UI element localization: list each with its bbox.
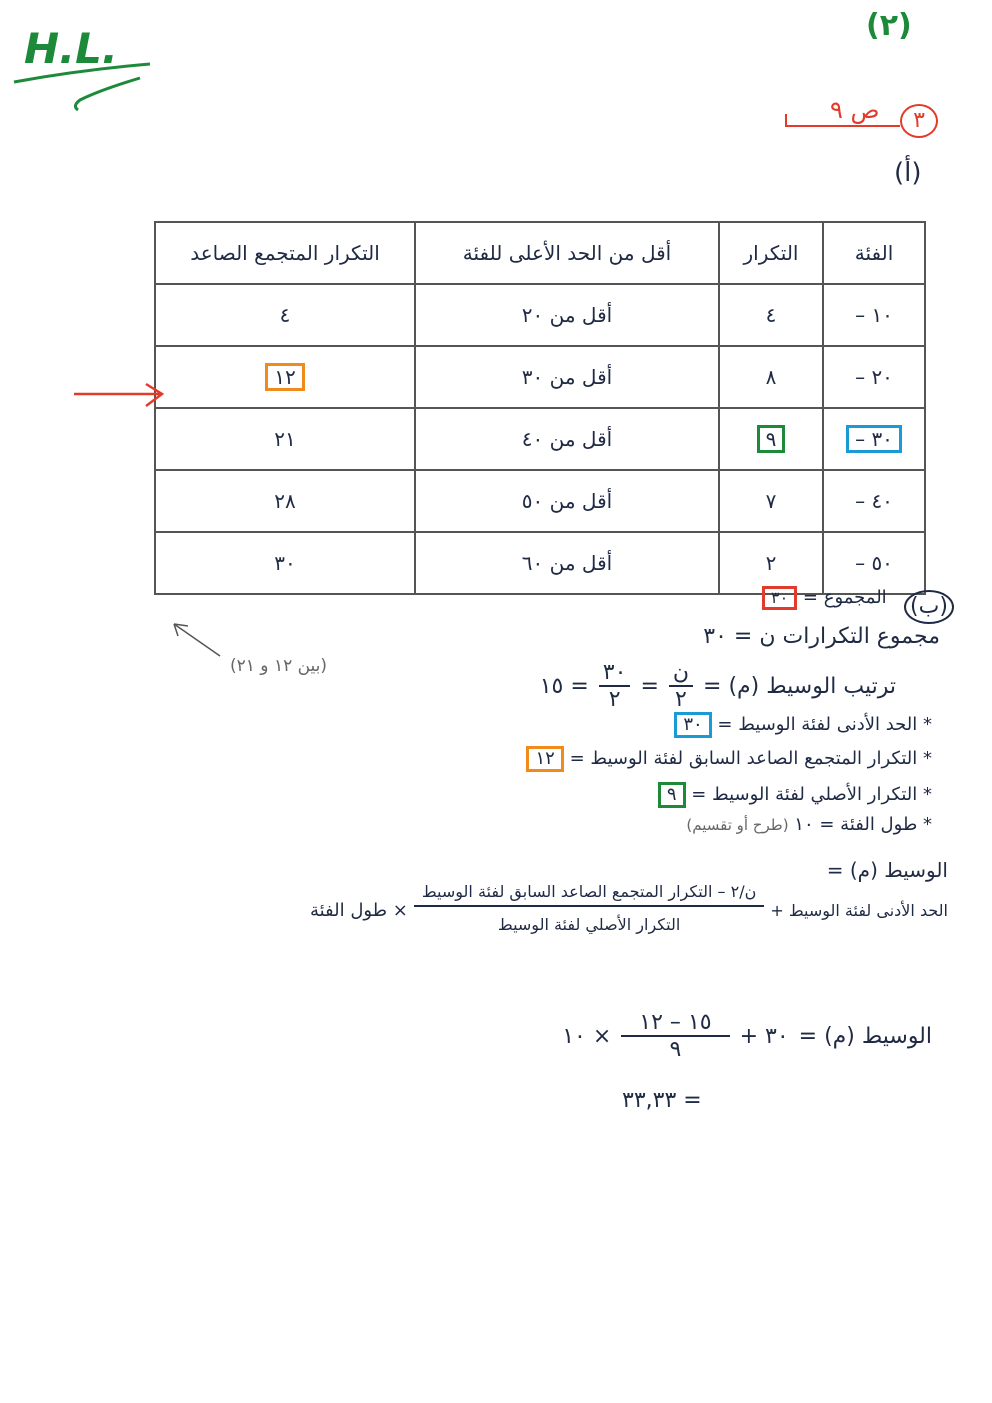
table-row [155,470,925,532]
table-row-median [155,408,925,470]
frequency-sum: مجموع التكرارات ن = ٣٠ [703,624,940,649]
question-number: ٣ [900,104,938,138]
formula-denominator: التكرار الأصلي لفئة الوسيط [497,915,681,934]
median-substitution [562,1010,932,1062]
part-b-label: (ب) [904,590,954,624]
fraction-den: ٢ [675,687,687,712]
highlight-median-frequency: ٩ [757,425,786,453]
substitution-fraction [621,1010,729,1062]
formula-lhs: الوسيط (م) = [826,858,948,882]
cell-cumulative: ٢١ [155,408,415,470]
cell-class: ١٠ – [823,284,925,346]
total-label: المجموع = [802,587,887,608]
substitution-denominator: ٩ [669,1037,682,1062]
bullet-lower-limit-text: الحد الأدنى لفئة الوسيط = [717,714,918,735]
cell-less-than: أقل من ٥٠ [415,470,719,532]
median-rank-line [540,660,896,712]
bullet-cumulative-text: التكرار المتجمع الصاعد السابق لفئة الوسيط = [569,748,918,769]
page-reference-underline [780,112,910,132]
median-frequency-value: ٩ [658,782,686,808]
bullet-class-width: * طول الفئة = ١٠ (طرح أو تقسيم) [686,814,932,835]
table-row [155,532,925,594]
median-row-arrow-icon [72,380,172,410]
cell-less-than: أقل من ٢٠ [415,284,719,346]
bullet-median-frequency: * التكرار الأصلي لفئة الوسيط = ٩ [658,782,932,808]
lower-limit-value: ٣٠ [674,712,711,738]
substitution-lhs: الوسيط (م) = [798,1023,932,1049]
median-formula [310,878,948,942]
cell-class: ٤٠ – [823,470,925,532]
teacher-initials: H.L. [24,24,118,73]
header-cumulative: التكرار المتجمع الصاعد [155,222,415,284]
median-rank-result: = ١٥ [539,673,589,699]
cumulative-before-value: ١٢ [526,746,563,772]
cell-frequency: ٨ [719,346,823,408]
equals-sign: = [640,673,659,699]
formula-term1: الحد الأدنى لفئة الوسيط + [770,900,948,920]
bullet-lower-limit: * الحد الأدنى لفئة الوسيط = ٣٠ [674,712,932,738]
cell-class: ٢٠ – [823,346,925,408]
table-row [155,346,925,408]
median-rank-label: ترتيب الوسيط (م) = [703,673,896,699]
substitution-term1: ٣٠ + [739,1023,789,1049]
page-number: (٢) [866,8,912,43]
cell-less-than: أقل من ٦٠ [415,532,719,594]
fraction-30-over-2 [599,660,631,712]
formula-numerator: ن/٢ – التكرار المتجمع الصاعد السابق لفئة الوسيط [414,878,764,907]
frequency-table [154,221,926,595]
median-result: = ٣٣,٣٣ [622,1088,702,1113]
fraction-den: ٢ [608,687,621,712]
table-total [762,586,887,610]
formula-times: × طول الفئة [309,899,408,921]
part-a-label: (أ) [894,158,922,188]
formula-fraction [414,878,764,942]
cell-class [823,408,925,470]
header-frequency: التكرار [719,222,823,284]
pointer-arrow-icon [168,620,228,660]
highlight-cumulative-12: ١٢ [265,363,304,391]
header-less-than: أقل من الحد الأعلى للفئة [415,222,719,284]
header-class: الفئة [823,222,925,284]
cell-frequency: ٤ [719,284,823,346]
total-value: ٣٠ [762,586,797,610]
highlight-median-class: ٣٠ – [846,425,902,453]
cell-cumulative: ٢٨ [155,470,415,532]
bullet-frequency-text: التكرار الأصلي لفئة الوسيط = [691,784,918,805]
cell-less-than: أقل من ٣٠ [415,346,719,408]
cell-class: ٥٠ – [823,532,925,594]
bullet-width-note: (طرح أو تقسيم) [686,816,789,834]
page-reference: ص ٩ [830,96,880,124]
cell-frequency: ٢ [719,532,823,594]
cell-cumulative: ٤ [155,284,415,346]
table-row [155,284,925,346]
cell-less-than: أقل من ٤٠ [415,408,719,470]
cell-cumulative: ٣٠ [155,532,415,594]
cell-cumulative [155,346,415,408]
initials-underline [10,50,160,120]
bullet-width-text: طول الفئة = ١٠ [794,814,918,835]
fraction-n-over-2 [669,660,693,712]
cell-frequency [719,408,823,470]
cell-frequency: ٧ [719,470,823,532]
substitution-numerator: ١٥ – ١٢ [621,1010,729,1037]
fraction-num: ٣٠ [599,660,631,687]
bullet-cumulative-before: * التكرار المتجمع الصاعد السابق لفئة الوسيط = ١٢ [526,746,932,772]
fraction-num: ن [669,660,693,687]
substitution-times: × ١٠ [562,1023,612,1049]
median-rank-note: (بين ١٢ و ٢١) [230,656,328,676]
table-header-row [155,222,925,284]
